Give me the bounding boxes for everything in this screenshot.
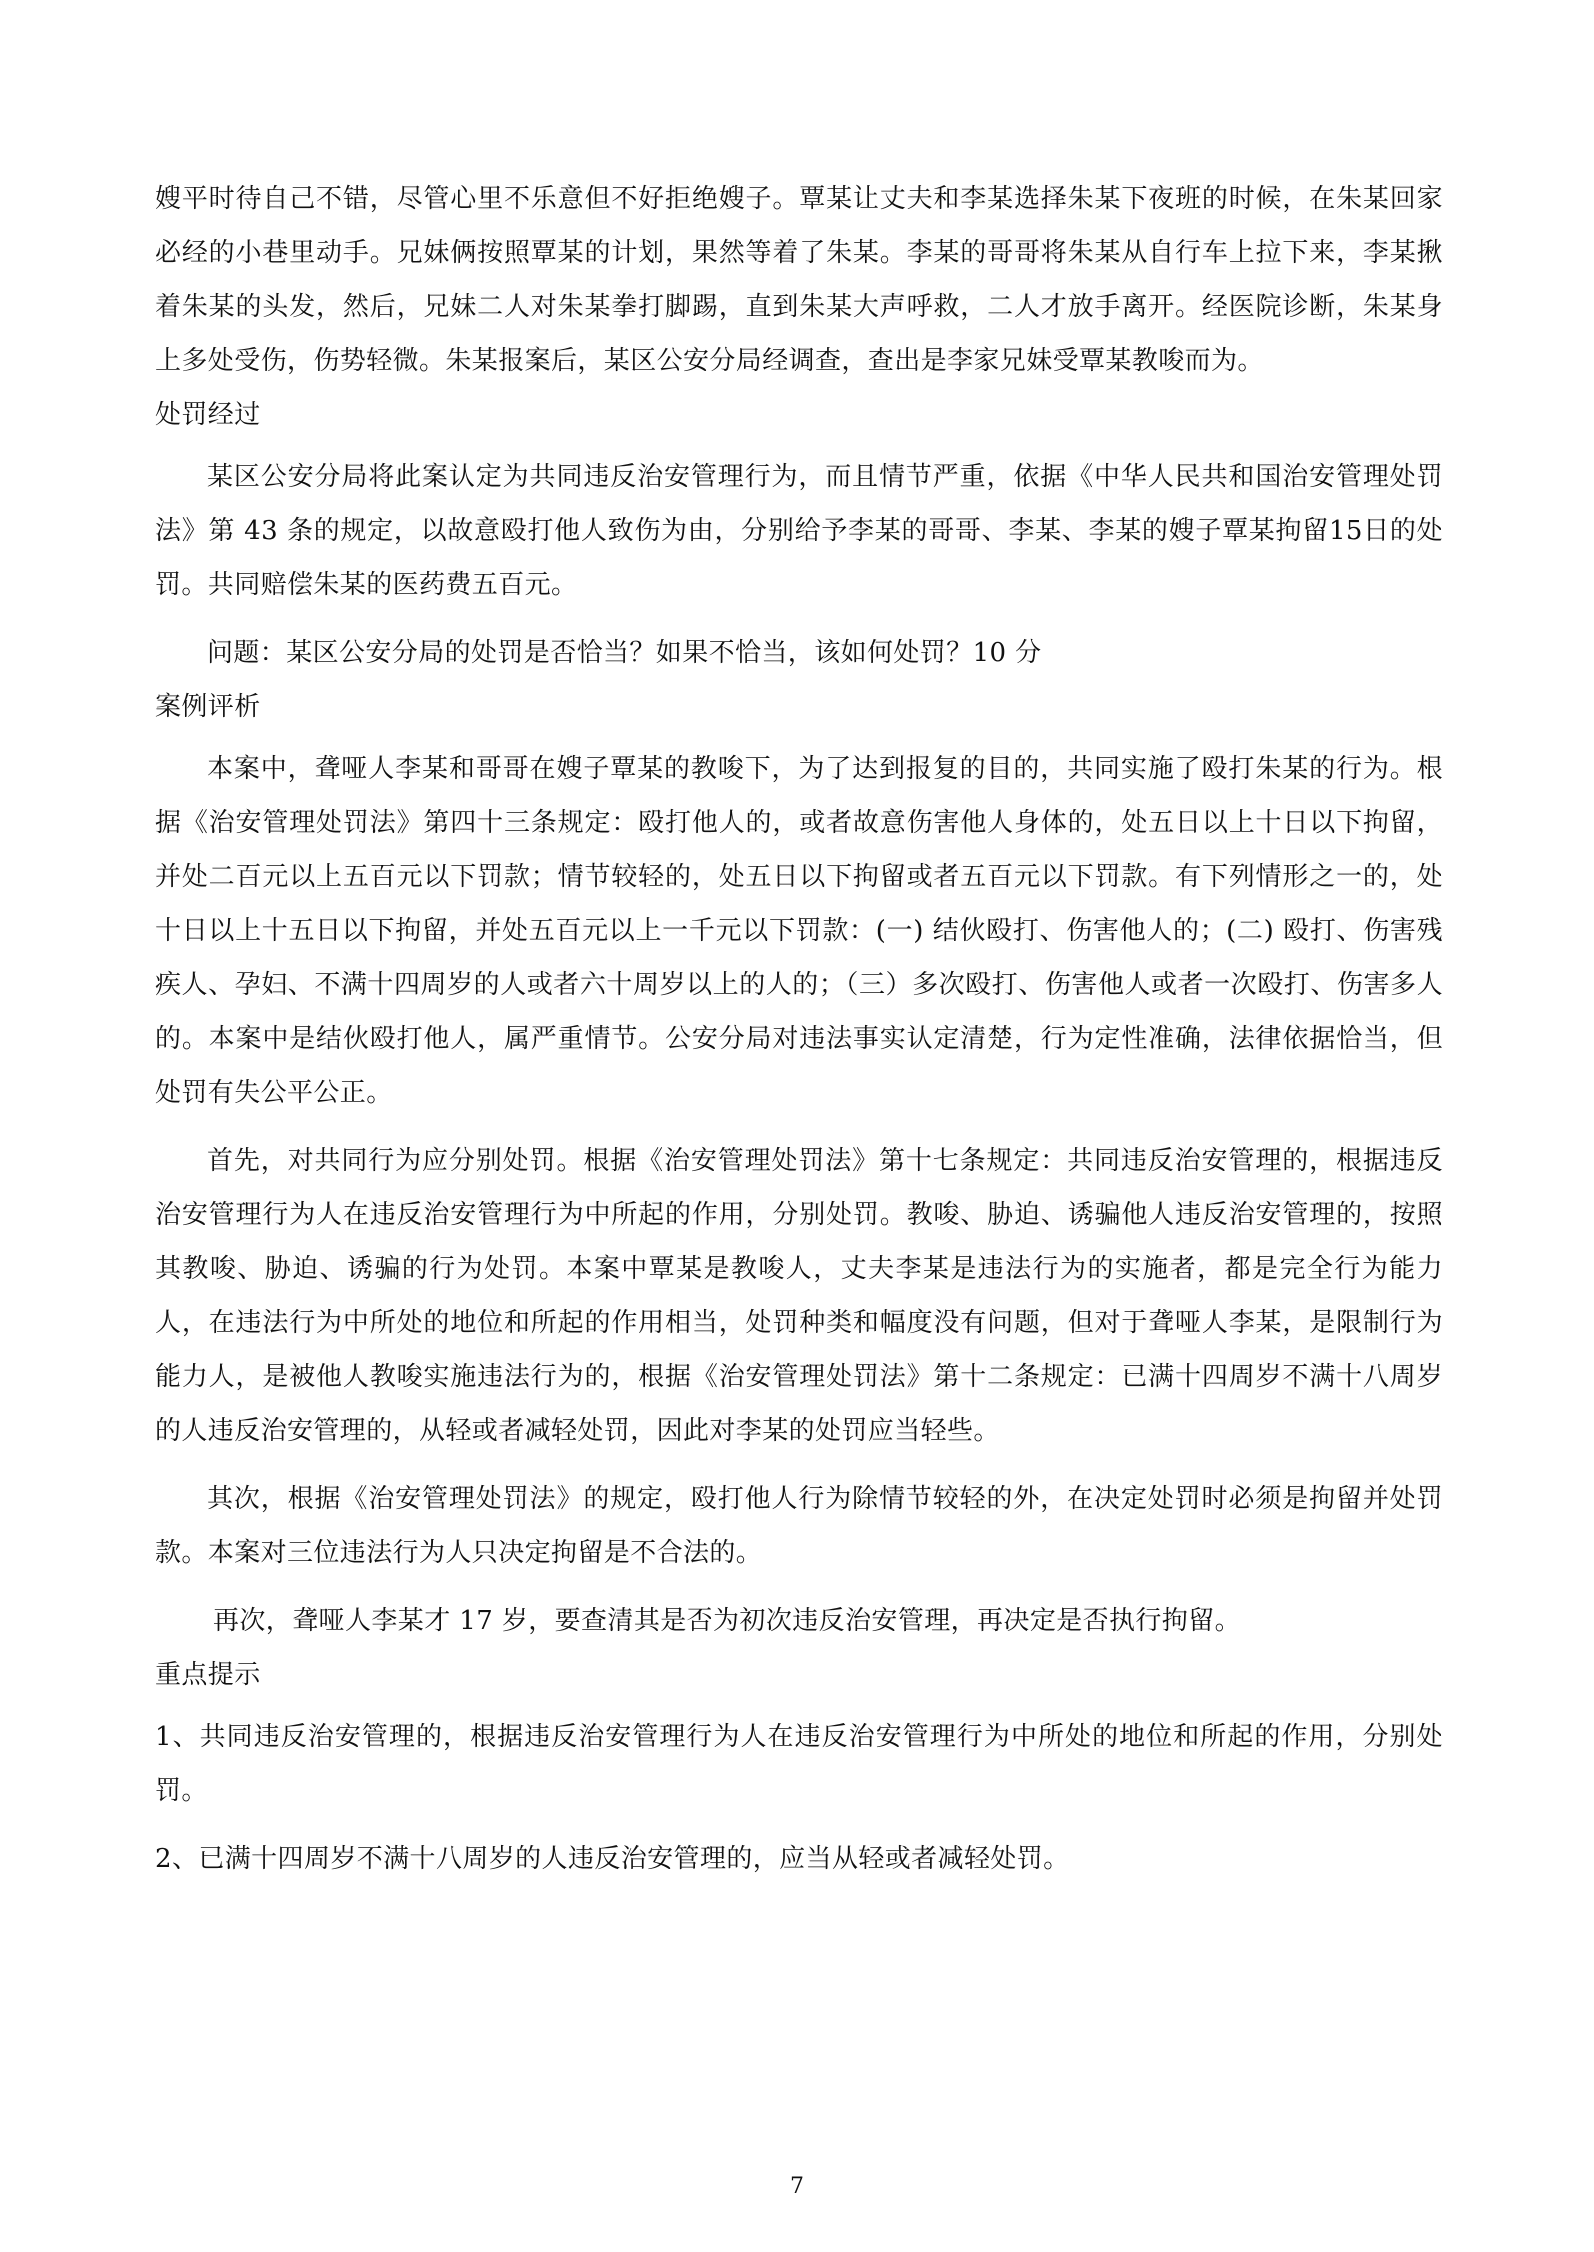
punishment-heading: 处罚经过 [155,400,261,430]
page-number: 7 [790,2174,804,2199]
analysis-paragraph: 再次，聋哑人李某才 17 岁，要查清其是否为初次违反治安管理，再决定是否执行拘留。 [213,1606,1242,1636]
tips-heading: 重点提示 [155,1660,261,1690]
analysis-paragraph: 其次，根据《治安管理处罚法》的规定，殴打他人行为除情节较轻的外，在决定处罚时必须是拘留并处罚款。本案对三位违法行为人只决定拘留是不合法的。 [155,1484,1443,1568]
question-paragraph: 问题：某区公安分局的处罚是否恰当？如果不恰当，该如何处罚？10 分 [207,638,1042,668]
case-description-paragraph: 嫂平时待自己不错，尽管心里不乐意但不好拒绝嫂子。覃某让丈夫和李某选择朱某下夜班的时候，在朱某回家必经的小巷里动手。兄妹俩按照覃某的计划，果然等着了朱某。李某的哥哥将朱某从自行车上拉下来，李某揪着朱某的头发，然后，兄妹二人对朱某拳打脚踢，直到朱某大声呼救，二人才放手离开。经医院诊断，朱某身上多处受伤，伤势轻微。朱某报案后，某区公安分局经调查，查出是李家兄妹受覃某教唆而为。 [155,184,1443,376]
tip-item: 1、共同违反治安管理的，根据违反治安管理行为人在违反治安管理行为中所处的地位和所起的作用，分别处罚。 [155,1722,1443,1806]
analysis-heading: 案例评析 [155,692,261,722]
analysis-paragraph: 首先，对共同行为应分别处罚。根据《治安管理处罚法》第十七条规定：共同违反治安管理的，根据违反治安管理行为人在违反治安管理行为中所起的作用，分别处罚。教唆、胁迫、诱骗他人违反治安管理的，按照其教唆、胁迫、诱骗的行为处罚。本案中覃某是教唆人，丈夫李某是违法行为的实施者，都是完全行为能力人，在违法行为中所处的地位和所起的作用相当，处罚种类和幅度没有问题，但对于聋哑人李某，是限制行为能力人，是被他人教唆实施违法行为的，根据《治安管理处罚法》第十二条规定：已满十四周岁不满十八周岁的人违反治安管理的，从轻或者减轻处罚，因此对李某的处罚应当轻些。 [155,1146,1443,1446]
tip-item: 2、已满十四周岁不满十八周岁的人违反治安管理的，应当从轻或者减轻处罚。 [155,1844,1070,1874]
document-body [155,172,1443,1886]
analysis-paragraph: 本案中，聋哑人李某和哥哥在嫂子覃某的教唆下，为了达到报复的目的，共同实施了殴打朱某的行为。根据《治安管理处罚法》第四十三条规定：殴打他人的，或者故意伤害他人身体的，处五日以上十日以下拘留，并处二百元以上五百元以下罚款；情节较轻的，处五日以下拘留或者五百元以下罚款。有下列情形之一的，处十日以上十五日以下拘留，并处五百元以上一千元以下罚款：(一) 结伙殴打、伤害他人的；(二) 殴打、伤害残疾人、孕妇、不满十四周岁的人或者六十周岁以上的人的；（三）多次殴打、伤害他人或者一次殴打、伤害多人的。本案中是结伙殴打他人，属严重情节。公安分局对违法事实认定清楚，行为定性准确，法律依据恰当，但处罚有失公平公正。 [155,754,1443,1108]
punishment-paragraph: 某区公安分局将此案认定为共同违反治安管理行为，而且情节严重，依据《中华人民共和国治安管理处罚法》第 43 条的规定，以故意殴打他人致伤为由，分别给予李某的哥哥、李某、李某的嫂子覃某拘留15日的处罚。共同赔偿朱某的医药费五百元。 [155,462,1443,600]
